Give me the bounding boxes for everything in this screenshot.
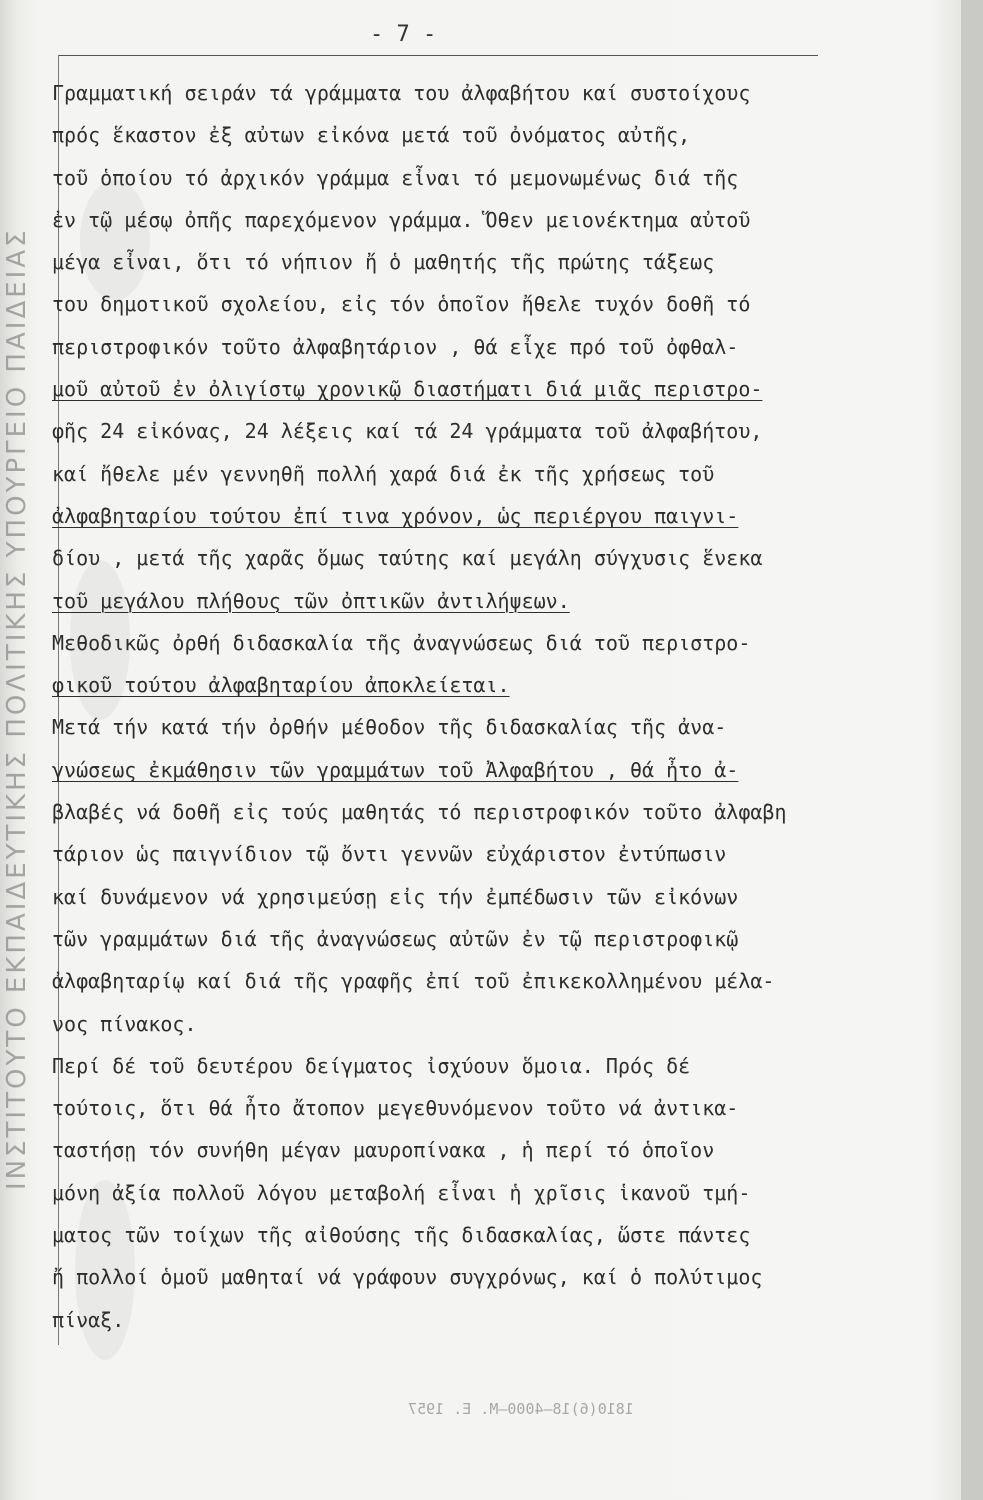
text-line: Περί δέ τοῦ δευτέρου δείγματος ἰσχύουν ὅμοια. Πρός δέ xyxy=(52,1053,691,1078)
text-line: νος πίνακος. xyxy=(52,1011,197,1036)
text-line: ἀλφαβηταρίου τούτου ἐπί τινα χρόνον, ὡς περιέργου παιγνι- xyxy=(52,503,739,528)
text-line: πρός ἕκαστον ἐξ αὐτων εἰκόνα μετά τοῦ ὀνόματος αὐτῆς, xyxy=(52,123,691,148)
text-line: ματος τῶν τοίχων τῆς αἰθούσης τῆς διδασκαλίας, ὥστε πάντες xyxy=(52,1223,751,1248)
text-line: ἤ πολλοί ὁμοῦ μαθηταί νά γράφουν συγχρόνως, καί ὁ πολύτιμος xyxy=(52,1265,763,1290)
top-rule xyxy=(58,55,818,56)
text-line: ἐν τῷ μέσῳ ὀπῆς παρεχόμενον γράμμα. Ὅθεν μειονέκτημα αὐτοῦ xyxy=(52,207,751,232)
text-line: μόνη ἀξία πολλοῦ λόγου μεταβολή εἶναι ἡ χρῖσις ἱκανοῦ τμή- xyxy=(52,1180,751,1205)
text-line: περιστροφικόν τοῦτο ἀλφαβητάριον , θά εἶχε πρό τοῦ ὀφθαλ- xyxy=(52,334,739,359)
text-line: γνώσεως ἐκμάθησιν τῶν γραμμάτων τοῦ Ἀλφαβήτου , θά ἦτο ἀ- xyxy=(52,757,739,782)
spine-watermark: ΙΝΣΤΙΤΟΥΤΟ ΕΚΠΑΙΔΕΥΤΙΚΗΣ ΠΟΛΙΤΙΚΗΣ ΥΠΟΥΡΓΕΙΟ ΠΑΙΔΕΙΑΣ xyxy=(2,227,32,1190)
text-line: βλαβές νά δοθῆ εἰς τούς μαθητάς τό περιστροφικόν τοῦτο ἀλφαβη xyxy=(52,800,787,825)
page-number: - 7 - xyxy=(370,22,437,47)
text-line: τοῦ μεγάλου πλήθους τῶν ὀπτικῶν ἀντιλήψεων. xyxy=(52,588,570,613)
page-edge-shadow xyxy=(961,0,983,1500)
text-line: τῶν γραμμάτων διά τῆς ἀναγνώσεως αὐτῶν ἐν τῷ περιστροφικῷ xyxy=(52,926,739,951)
text-line: τάριον ὡς παιγνίδιον τῷ ὄντι γεννῶν εὐχάριστον ἐντύπωσιν xyxy=(52,842,727,867)
text-line: μοῦ αὐτοῦ ἐν ὀλιγίστῳ χρονικῷ διαστήματι διά μιᾶς περιστρο- xyxy=(52,377,763,402)
typed-text-block xyxy=(52,72,932,1341)
text-line: μέγα εἶναι, ὅτι τό νήπιον ἤ ὁ μαθητής τῆς πρώτης τάξεως xyxy=(52,250,715,275)
text-line: Γραμματική σειράν τά γράμματα του ἀλφαβήτου καί συστοίχους xyxy=(52,81,751,105)
text-line: φῆς 24 εἰκόνας, 24 λέξεις καί τά 24 γράμματα τοῦ ἀλφαβήτου, xyxy=(52,419,763,444)
text-line: Μετά τήν κατά τήν ὀρθήν μέθοδον τῆς διδασκαλίας τῆς ἀνα- xyxy=(52,715,727,740)
text-line: τοῦ ὁποίου τό ἀρχικόν γράμμα εἶναι τό μεμονωμένως διά τῆς xyxy=(52,165,739,190)
text-line: του δημοτικοῦ σχολείου, εἰς τόν ὁποῖον ἤθελε τυχόν δοθῆ τό xyxy=(52,292,751,317)
printer-imprint: 1810(6)18—4000—Μ. Ε. 1957 xyxy=(408,1400,634,1418)
text-line: καί ἤθελε μέν γεννηθῆ πολλή χαρά διά ἐκ τῆς χρήσεως τοῦ xyxy=(52,461,715,486)
text-line: πίναξ. xyxy=(52,1307,125,1332)
text-line: καί δυνάμενον νά χρησιμεύσῃ εἰς τήν ἐμπέδωσιν τῶν εἰκόνων xyxy=(52,884,739,909)
text-line: φικοῦ τούτου ἀλφαβηταρίου ἀποκλείεται. xyxy=(52,673,510,698)
text-line: Μεθοδικῶς ὀρθή διδασκαλία τῆς ἀναγνώσεως διά τοῦ περιστρο- xyxy=(52,630,751,655)
text-line: ἀλφαβηταρίῳ καί διά τῆς γραφῆς ἐπί τοῦ ἐπικεκολλημένου μέλα- xyxy=(52,969,775,994)
text-line: τούτοις, ὅτι θά ἦτο ἄτοπον μεγεθυνόμενον τοῦτο νά ἀντικα- xyxy=(52,1096,739,1121)
text-line: δίου , μετά τῆς χαρᾶς ὅμως ταύτης καί μεγάλη σύγχυσις ἕνεκα xyxy=(52,546,763,571)
text-line: ταστήσῃ τόν συνήθη μέγαν μαυροπίνακα , ἡ περί τό ὁποῖον xyxy=(52,1138,715,1163)
